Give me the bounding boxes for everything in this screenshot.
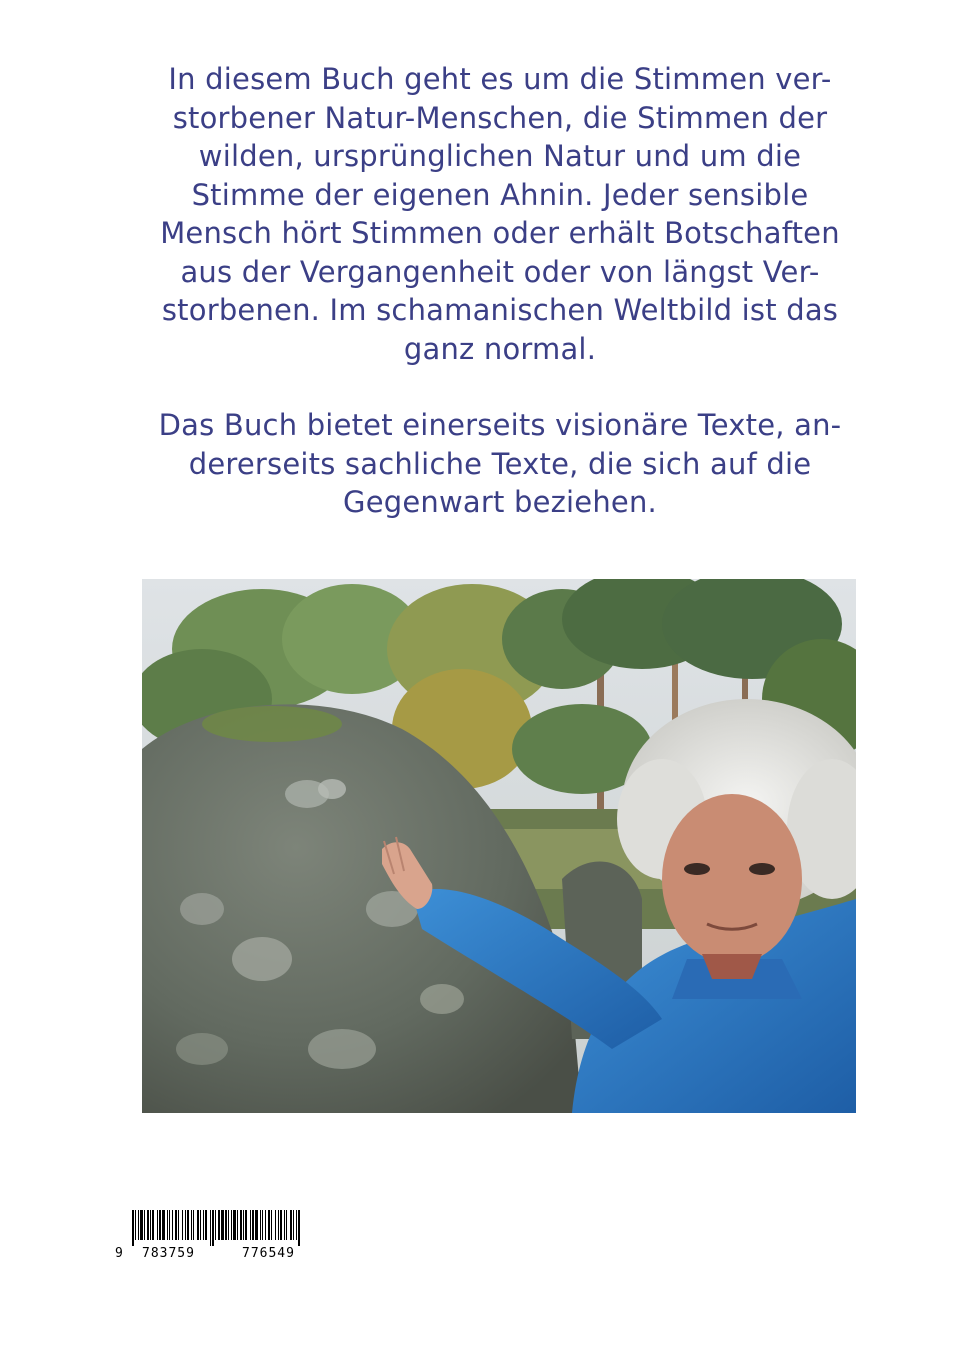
author-photo: [142, 579, 856, 1113]
blurb-line: Mensch hört Stimmen oder erhält Botschaften: [160, 216, 840, 250]
barcode-bar: [212, 1210, 214, 1246]
barcode-bar: [237, 1210, 238, 1240]
barcode-bar: [187, 1210, 189, 1240]
barcode-bar: [268, 1210, 270, 1240]
barcode-bar: [245, 1210, 247, 1240]
blurb-line: dererseits sachliche Texte, die sich auf die: [188, 446, 812, 481]
barcode-bar: [228, 1210, 229, 1240]
barcode-bar: [243, 1210, 244, 1240]
barcode-bar: [135, 1210, 136, 1240]
barcode-bar: [210, 1210, 211, 1246]
blurb-line: Das Buch bietet einerseits visionäre Texte, an-: [158, 408, 842, 442]
barcode-bar: [172, 1210, 173, 1240]
barcode-bar: [182, 1210, 183, 1240]
blurb-paragraph-2: [110, 406, 890, 522]
barcode-bar: [233, 1210, 236, 1240]
barcode-bar: [178, 1210, 179, 1240]
barcode-bar: [159, 1210, 161, 1240]
author-photo-illustration: [142, 579, 856, 1113]
barcode-bar: [250, 1210, 251, 1240]
barcode-bar: [175, 1210, 177, 1240]
barcode-bar: [298, 1210, 300, 1246]
barcode-bar: [144, 1210, 145, 1240]
barcode-bar: [147, 1210, 149, 1240]
barcode-bar: [252, 1210, 254, 1240]
barcode-bar: [262, 1210, 263, 1240]
barcode-bar: [138, 1210, 139, 1240]
blurb-line: Gegenwart beziehen.: [343, 485, 657, 519]
barcode-bars: [112, 1210, 312, 1246]
barcode-bar: [203, 1210, 204, 1240]
barcode-bar: [140, 1210, 143, 1240]
blurb-line: storbenen. Im schamanischen Weltbild ist das: [161, 293, 839, 327]
barcode-bar: [185, 1210, 186, 1240]
barcode-bar: [284, 1210, 285, 1240]
blurb-line: wilden, ursprünglichen Natur und um die: [198, 139, 802, 173]
barcode-bar: [215, 1210, 216, 1240]
blurb-line: ganz normal.: [403, 331, 597, 366]
barcode-bar: [162, 1210, 165, 1240]
barcode-bar: [286, 1210, 287, 1240]
barcode-bar: [205, 1210, 207, 1240]
blurb-paragraph-1: [110, 60, 890, 368]
blurb-line: storbener Natur-Menschen, die Stimmen der: [172, 100, 828, 135]
barcode-bar: [150, 1210, 151, 1240]
barcode-bar: [271, 1210, 272, 1240]
barcode-bar: [132, 1210, 134, 1246]
barcode-bar: [191, 1210, 192, 1240]
barcode-bar: [157, 1210, 158, 1240]
barcode-bar: [225, 1210, 227, 1240]
barcode-bar: [265, 1210, 266, 1240]
barcode-bar: [240, 1210, 242, 1240]
barcode-bar: [293, 1210, 294, 1240]
barcode-bar: [200, 1210, 201, 1240]
barcode-bar: [221, 1210, 224, 1240]
blurb-line: aus der Vergangenheit oder von längst Ver-: [180, 254, 820, 289]
barcode-bar: [152, 1210, 154, 1240]
barcode-bar: [260, 1210, 261, 1240]
barcode-bar: [275, 1210, 276, 1240]
isbn-digit-group-1: 783759: [142, 1246, 195, 1261]
barcode-bar: [290, 1210, 292, 1240]
barcode-bar: [193, 1210, 194, 1240]
isbn-lead-digit: 9: [115, 1246, 124, 1261]
barcode-bar: [255, 1210, 258, 1240]
isbn-barcode: [112, 1210, 312, 1262]
barcode-bar: [169, 1210, 170, 1240]
barcode-bar: [296, 1210, 297, 1240]
blurb-line: Stimme der eigenen Ahnin. Jeder sensible: [191, 177, 809, 212]
barcode-bar: [218, 1210, 220, 1240]
barcode-bar: [280, 1210, 282, 1240]
barcode-bar: [197, 1210, 199, 1240]
barcode-bar: [167, 1210, 168, 1240]
isbn-digit-group-2: 776549: [242, 1246, 295, 1261]
blurb-line: In diesem Buch geht es um die Stimmen ver-: [168, 62, 832, 96]
barcode-bar: [278, 1210, 279, 1240]
barcode-bar: [231, 1210, 232, 1240]
